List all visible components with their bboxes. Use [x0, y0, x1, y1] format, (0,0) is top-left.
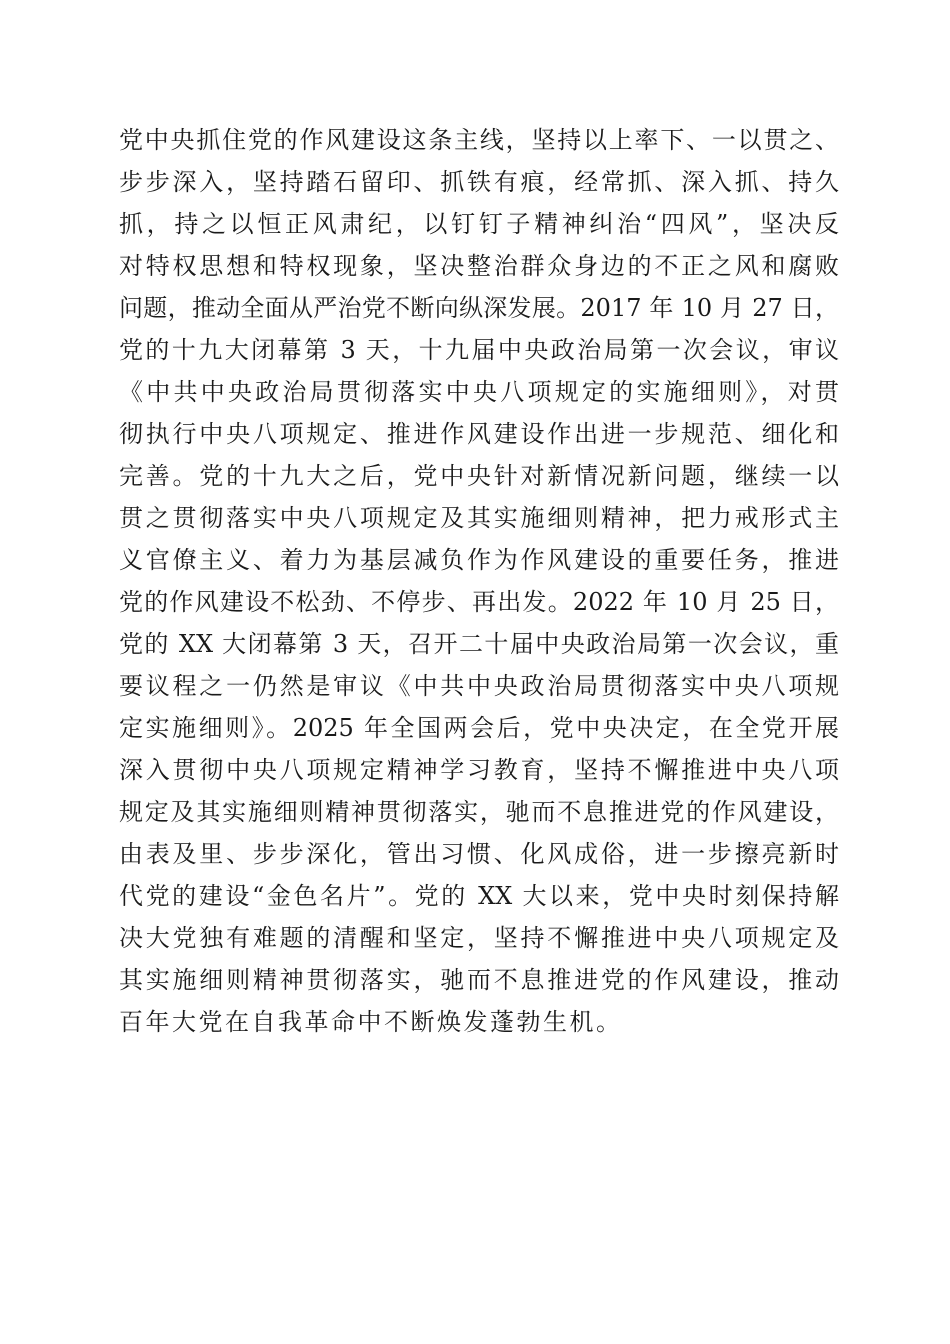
paragraph-line: 代党的建设“金色名片”。党的 XX 大以来，党中央时刻保持解: [119, 882, 839, 910]
paragraph-line: 党中央抓住党的作风建设这条主线，坚持以上率下、一以贯之、: [119, 126, 839, 154]
paragraph-line: 对特权思想和特权现象，坚决整治群众身边的不正之风和腐败: [119, 252, 839, 280]
paragraph-line: 决大党独有难题的清醒和坚定，坚持不懈推进中央八项规定及: [119, 924, 839, 952]
paragraph-line: 贯之贯彻落实中央八项规定及其实施细则精神，把力戒形式主: [119, 504, 839, 532]
paragraph-line: 其实施细则精神贯彻落实，驰而不息推进党的作风建设，推动: [119, 966, 839, 994]
paragraph-line: 党的 XX 大闭幕第 3 天，召开二十届中央政治局第一次会议，重: [119, 630, 839, 658]
paragraph-line: 《中共中央政治局贯彻落实中央八项规定的实施细则》，对贯: [119, 378, 839, 406]
paragraph-line: 抓，持之以恒正风肃纪，以钉钉子精神纠治“四风”，坚决反: [119, 210, 839, 238]
paragraph-line: 问题，推动全面从严治党不断向纵深发展。2017 年 10 月 27 日，: [119, 294, 839, 322]
paragraph-line: 规定及其实施细则精神贯彻落实，驰而不息推进党的作风建设，: [119, 798, 839, 826]
paragraph-line: 义官僚主义、着力为基层减负作为作风建设的重要任务，推进: [119, 546, 839, 574]
paragraph-line: 要议程之一仍然是审议《中共中央政治局贯彻落实中央八项规: [119, 672, 839, 700]
paragraph-line: 定实施细则》。2025 年全国两会后，党中央决定，在全党开展: [119, 714, 839, 742]
paragraph-line: 党的十九大闭幕第 3 天，十九届中央政治局第一次会议，审议: [119, 336, 839, 364]
paragraph-line: 步步深入，坚持踏石留印、抓铁有痕，经常抓、深入抓、持久: [119, 168, 839, 196]
paragraph-line-last: 百年大党在自我革命中不断焕发蓬勃生机。: [119, 1008, 623, 1036]
paragraph-line: 党的作风建设不松劲、不停步、再出发。2022 年 10 月 25 日，: [119, 588, 839, 616]
paragraph-line: 彻执行中央八项规定、推进作风建设作出进一步规范、细化和: [119, 420, 839, 448]
body-paragraph: [119, 119, 839, 1043]
paragraph-line: 完善。党的十九大之后，党中央针对新情况新问题，继续一以: [119, 462, 839, 490]
paragraph-line: 深入贯彻中央八项规定精神学习教育，坚持不懈推进中央八项: [119, 756, 839, 784]
paragraph-line: 由表及里、步步深化，管出习惯、化风成俗，进一步擦亮新时: [119, 840, 839, 868]
